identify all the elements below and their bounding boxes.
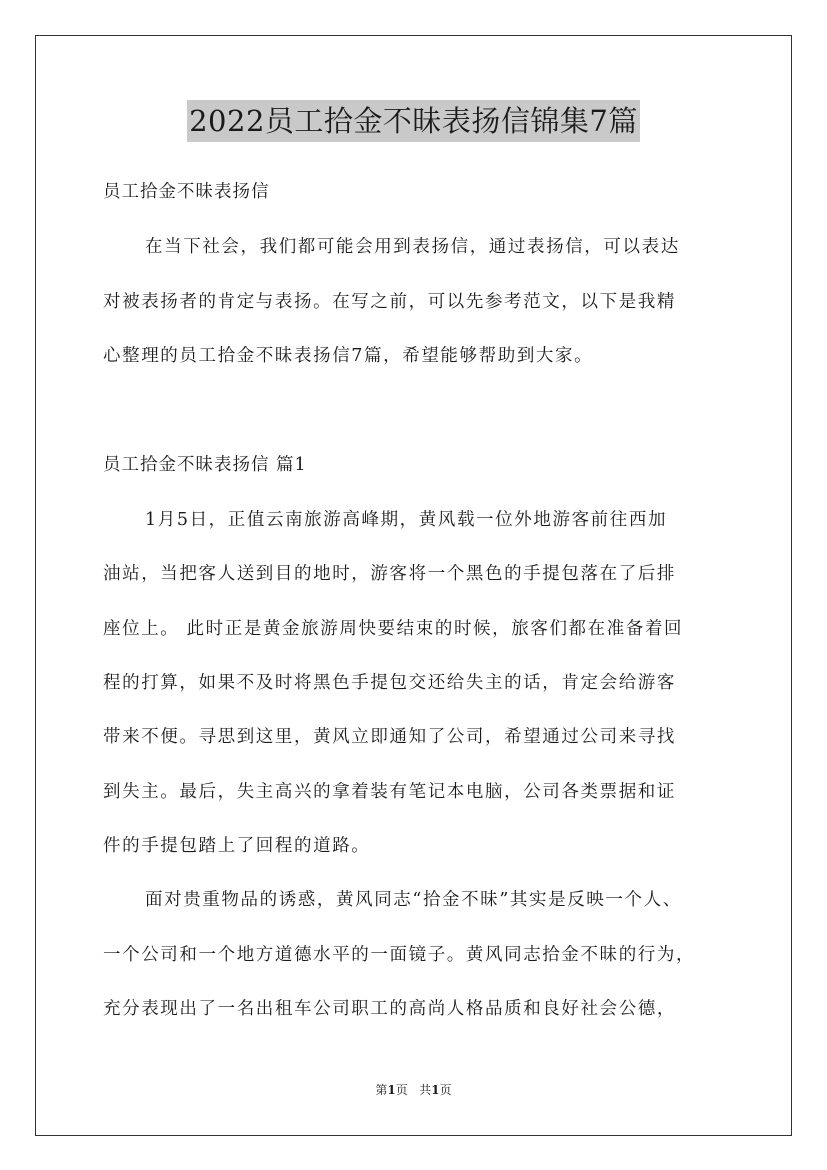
paragraph-line: 座位上。 此时正是黄金旅游周快要结束的时候，旅客们都在准备着回 <box>103 619 684 639</box>
paragraph-line: 一个公司和一个地方道德水平的一面镜子。黄风同志拾金不昧的行为， <box>103 945 696 965</box>
page-footer <box>0 1082 827 1098</box>
section-heading: 员工拾金不昧表扬信 <box>103 182 270 202</box>
intro-line: 在当下社会，我们都可能会用到表扬信，通过表扬信，可以表达 <box>145 237 680 257</box>
page-number: 1 <box>387 1083 396 1097</box>
intro-line: 对被表扬者的肯定与表扬。在写之前，可以先参考范文，以下是我精 <box>103 292 676 312</box>
article-heading: 员工拾金不昧表扬信 篇1 <box>103 455 307 475</box>
page-suffix: 页 <box>395 1083 408 1097</box>
paragraph-line: 带来不便。寻思到这里，黄风立即通知了公司，希望通过公司来寻找 <box>103 727 676 747</box>
total-pages: 1 <box>431 1083 440 1097</box>
paragraph-line: 件的手提包踏上了回程的道路。 <box>103 836 371 856</box>
page-prefix: 第 <box>375 1083 388 1097</box>
intro-line: 心整理的员工拾金不昧表扬信7篇，希望能够帮助到大家。 <box>103 346 594 366</box>
paragraph-line: 到失主。最后，失主高兴的拿着装有笔记本电脑，公司各类票据和证 <box>103 782 676 802</box>
paragraph-line: 程的打算，如果不及时将黑色手提包交还给失主的话，肯定会给游客 <box>103 673 676 693</box>
paragraph-line: 油站，当把客人送到目的地时，游客将一个黑色的手提包落在了后排 <box>103 564 676 584</box>
document-title: 2022员工拾金不昧表扬信锦集7篇 <box>187 100 640 142</box>
paragraph-line: 1月5日，正值云南旅游高峰期，黄风载一位外地游客前往西加 <box>145 510 668 530</box>
total-prefix: 共 <box>419 1083 432 1097</box>
paragraph-line: 充分表现出了一名出租车公司职工的高尚人格品质和良好社会公德， <box>103 999 676 1019</box>
total-suffix: 页 <box>439 1083 452 1097</box>
title-container <box>0 100 827 142</box>
paragraph-line: 面对贵重物品的诱惑，黄风同志“拾金不昧”其实是反映一个人、 <box>145 890 682 910</box>
